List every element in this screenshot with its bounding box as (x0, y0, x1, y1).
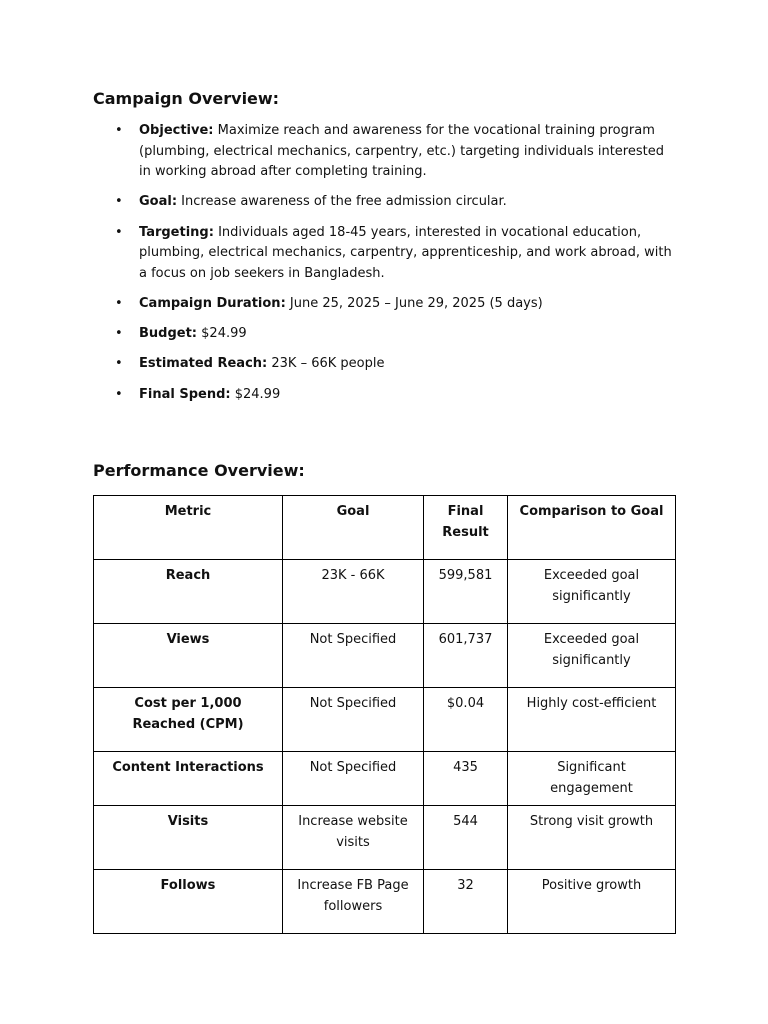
bullet-icon: • (115, 356, 123, 372)
result-cell: 601,737 (424, 624, 508, 688)
bullet-icon: • (115, 194, 123, 210)
comparison-cell: Positive growth (508, 870, 676, 934)
goal-cell: Not Specified (283, 624, 424, 688)
result-cell: 599,581 (424, 560, 508, 624)
bullet-label: Budget: (139, 326, 198, 342)
bullet-label: Estimated Reach: (139, 356, 268, 372)
table-row-views (94, 624, 676, 688)
list-item-targeting (93, 223, 673, 285)
result-cell: 32 (424, 870, 508, 934)
metric-cell: Content Interactions (94, 752, 283, 806)
metric-cell: Cost per 1,000 Reached (CPM) (94, 688, 283, 752)
bullet-text: Increase awareness of the free admission circular. (181, 194, 507, 210)
table-row-cpm (94, 688, 676, 752)
table-header-row (94, 496, 676, 560)
column-header-goal: Goal (283, 496, 424, 560)
list-item-campaign-duration (93, 294, 673, 315)
comparison-cell: Strong visit growth (508, 806, 676, 870)
bullet-label: Targeting: (139, 224, 214, 240)
campaign-overview-heading: Campaign Overview: (93, 89, 280, 108)
metric-cell: Reach (94, 560, 283, 624)
bullet-icon: • (115, 123, 123, 138)
bullet-icon: • (115, 326, 123, 342)
bullet-label: Goal: (139, 194, 178, 210)
bullet-text: $24.99 (201, 326, 247, 342)
list-item-budget (93, 324, 673, 345)
performance-overview-heading: Performance Overview: (93, 461, 305, 480)
result-cell: $0.04 (424, 688, 508, 752)
bullet-text: 23K – 66K people (271, 356, 385, 372)
bullet-icon: • (115, 386, 123, 402)
goal-cell: Not Specified (283, 752, 424, 806)
table-row-reach (94, 560, 676, 624)
bullet-text: June 25, 2025 – June 29, 2025 (5 days) (289, 295, 543, 311)
comparison-cell: Exceeded goal significantly (508, 560, 676, 624)
table-row-content-interactions (94, 752, 676, 806)
goal-cell: 23K - 66K (283, 560, 424, 624)
bullet-text: Individuals aged 18-45 years, interested in vocational education, plumbing, electrical mechanics, carpentry, apprenticeship, and work abroad, with a focus on job seekers in Bangladesh. (139, 224, 672, 281)
result-cell: 544 (424, 806, 508, 870)
list-item-final-spend (93, 385, 673, 406)
comparison-cell: Highly cost-efficient (508, 688, 676, 752)
goal-cell: Not Specified (283, 688, 424, 752)
column-header-final-result: Final Result (424, 496, 508, 560)
metric-cell: Visits (94, 806, 283, 870)
list-item-goal (93, 192, 673, 213)
bullet-text: Maximize reach and awareness for the vocational training program (plumbing, electrical mechanics, carpentry, etc.) targeting individuals interested in working abroad after completing training. (139, 123, 664, 180)
bullet-label: Objective: (139, 123, 214, 138)
goal-cell: Increase website visits (283, 806, 424, 870)
goal-cell: Increase FB Page followers (283, 870, 424, 934)
column-header-metric: Metric (94, 496, 283, 560)
list-item-estimated-reach (93, 354, 673, 375)
column-header-comparison: Comparison to Goal (508, 496, 676, 560)
bullet-label: Final Spend: (139, 386, 231, 402)
metric-cell: Views (94, 624, 283, 688)
comparison-cell: Significant engagement (508, 752, 676, 806)
list-item-objective (93, 121, 673, 183)
table-row-follows (94, 870, 676, 934)
bullet-text: $24.99 (234, 386, 281, 402)
bullet-icon: • (115, 224, 123, 240)
bullet-icon: • (115, 295, 123, 311)
bullet-label: Campaign Duration: (139, 295, 286, 311)
comparison-cell: Exceeded goal significantly (508, 624, 676, 688)
performance-table (93, 495, 676, 934)
result-cell: 435 (424, 752, 508, 806)
table-row-visits (94, 806, 676, 870)
campaign-overview-list (93, 121, 673, 415)
metric-cell: Follows (94, 870, 283, 934)
